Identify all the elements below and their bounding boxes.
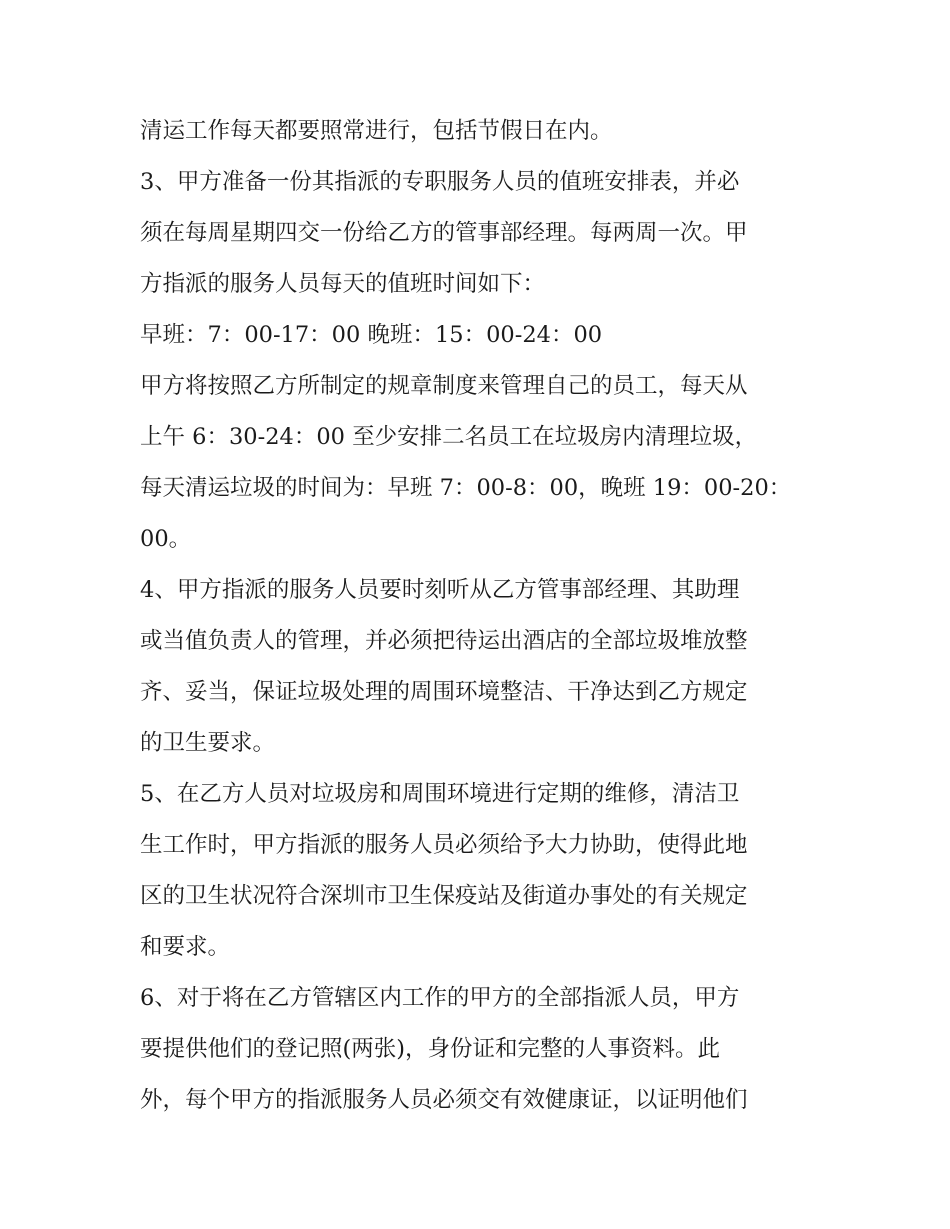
text-line: 的卫生要求。 [140,730,276,756]
text-line: 齐、妥当，保证垃圾处理的周围环境整洁、干净达到乙方规定 [140,679,748,705]
text-line: 须在每周星期四交一份给乙方的管事部经理。每两周一次。甲 [140,220,748,246]
text-line: 早班：7：00-17：00 晚班：15：00-24：00 [140,322,603,348]
text-line: 清运工作每天都要照常进行，包括节假日在内。 [140,118,613,144]
text-line: 3、甲方准备一份其指派的专职服务人员的值班安排表，并必 [140,169,740,195]
text-line: 甲方将按照乙方所制定的规章制度来管理自己的员工，每天从 [140,373,748,399]
text-line: 方指派的服务人员每天的值班时间如下： [140,271,546,297]
text-line: 生工作时，甲方指派的服务人员必须给予大力协助，使得此地 [140,832,748,858]
text-line: 区的卫生状况符合深圳市卫生保疫站及街道办事处的有关规定 [140,883,748,909]
text-line: 上午 6：30-24：00 至少安排二名员工在垃圾房内清理垃圾， [140,424,758,450]
text-line: 和要求。 [140,934,231,960]
text-line: 外，每个甲方的指派服务人员必须交有效健康证，以证明他们 [140,1087,748,1113]
text-line: 00。 [140,526,192,552]
text-line: 要提供他们的登记照(两张)，身份证和完整的人事资料。此 [140,1036,721,1062]
text-line: 或当值负责人的管理，并必须把待运出酒店的全部垃圾堆放整 [140,628,748,654]
text-line: 每天清运垃圾的时间为：早班 7：00-8：00，晚班 19：00-20： [140,475,792,501]
text-line: 6、对于将在乙方管辖区内工作的甲方的全部指派人员，甲方 [140,985,740,1011]
text-line: 5、在乙方人员对垃圾房和周围环境进行定期的维修，清洁卫 [140,781,740,807]
document-body [140,106,820,1126]
text-line: 4、甲方指派的服务人员要时刻听从乙方管事部经理、其助理 [140,577,740,603]
